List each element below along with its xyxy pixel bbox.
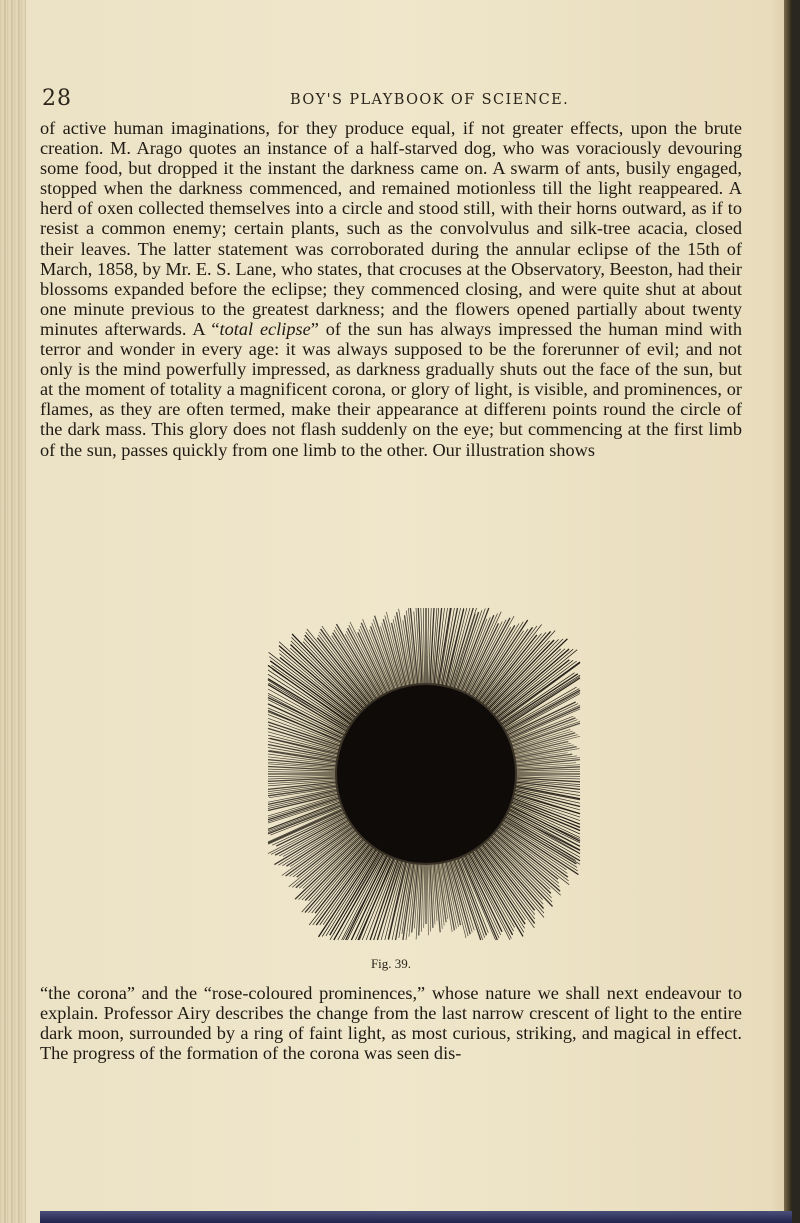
figure-caption bbox=[0, 956, 792, 972]
paragraph: “the corona” and the “rose-coloured prominences,” whose nature we shall next endeavour to explain. Professor Airy describes the change from the last narrow crescent of light to the entire dark moon, surrounded by a ring of faint light, as most curious, striking, and magical in effect. The progress of the formation of the corona was seen dis- bbox=[40, 983, 742, 1064]
bottom-cover-edge bbox=[40, 1211, 792, 1223]
paragraph-text-rest: ” of the sun has always impressed the human mind with terror and wonder in every age: it was always supposed to be the forerunner of evil; and not only is the mind powerfully impressed, as darkness gradually shuts out the face of the sun, but at the moment of totality a magnificent corona, or glory of light, is visible, and prominences, or flames, as they are often termed, make their appearance at differenı points round the circle of the dark mass. This glory does not flash suddenly on the eye; but commencing at the first limb of the sun, passes quickly from one limb to the other. Our illustration shows bbox=[40, 318, 742, 460]
paragraph-text: of active human imaginations, for they produce equal, if not greater effects, upon the brute creation. M. Arago quotes an instance of a half-starved dog, who was voraciously devouring some food, but dropped it the instant the darkness came on. A swarm of ants, busily engaged, stopped when the darkness commenced, and remained motionless till the light reappeared. A herd of oxen collected themselves into a circle and stood still, with their horns outward, as if to resist a common enemy; certain plants, such as the convolvulus and silk-tree acacia, closed their leaves. The latter statement was corroborated during the annular eclipse of the 15th of March, 1858, by Mr. E. S. Lane, who states, that crocuses at the Observatory, Beeston, had their blossoms expanded before the eclipse; they commenced closing, and were quite shut at about one minute previous to the greatest darkness; and the flowers opened partially about twenty minutes afterwards. A “ bbox=[40, 118, 742, 339]
page-number: 28 bbox=[42, 86, 72, 111]
body-text bbox=[40, 118, 742, 460]
running-title: BOY'S PLAYBOOK OF SCIENCE. bbox=[290, 92, 570, 108]
paragraph bbox=[40, 118, 742, 460]
figure-caption-text: Fig. 39. bbox=[370, 956, 412, 971]
eclipse-corona-illustration bbox=[266, 606, 582, 942]
running-head bbox=[0, 86, 792, 116]
italic-term: total eclipse bbox=[219, 318, 311, 339]
binding-edge bbox=[0, 0, 26, 1223]
page-edge-shadow bbox=[784, 0, 792, 1223]
continuation-text bbox=[40, 983, 742, 1063]
